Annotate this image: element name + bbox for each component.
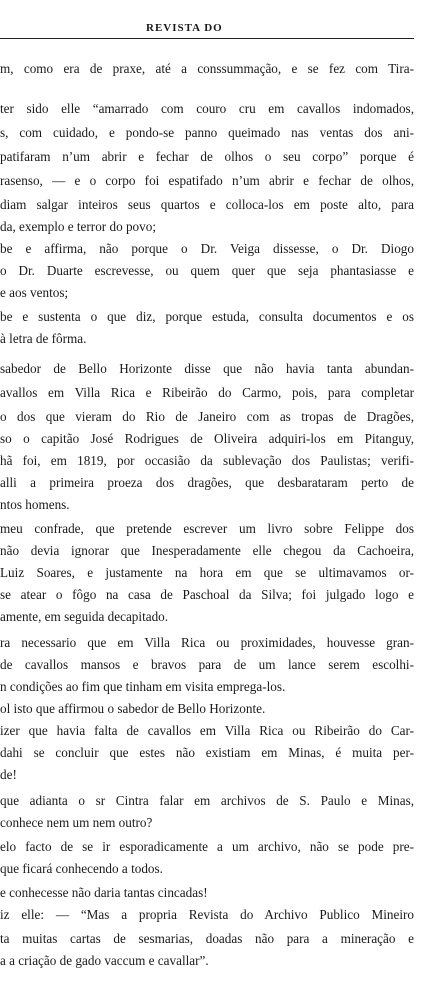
text-line: patifaram n’um abrir e fechar de olhos o seu corpo” porque é	[0, 149, 414, 164]
text-line: meu confrade, que pretende escrever um livro sobre Felippe dos	[0, 521, 414, 536]
text-line: de!	[0, 767, 17, 782]
text-line: m, como era de praxe, até a conssummação, e se fez com Tira-	[0, 61, 414, 76]
text-line: a a criação de gado vaccum e cavallar”.	[0, 953, 209, 968]
text-line: não devia ignorar que Inesperadamente elle chegou da Cachoeira,	[0, 543, 414, 558]
text-line: amente, em seguida decapitado.	[0, 609, 169, 624]
text-line: s, com cuidado, e pondo-se panno queimado nas ventas dos ani-	[0, 125, 414, 140]
text-line: ol isto que affirmou o sabedor de Bello Horizonte.	[0, 701, 266, 716]
text-line: se atear o fôgo na casa de Paschoal da Silva; foi julgado logo e	[0, 587, 414, 602]
text-line: be e affirma, não porque o Dr. Veiga dissesse, o Dr. Diogo	[0, 241, 414, 256]
text-line: alli a primeira proeza dos dragões, que desbarataram perto de	[0, 475, 414, 490]
text-line: diam salgar inteiros seus quartos e colloca-los em poste alto, para	[0, 197, 414, 212]
text-line: conhece nem um nem outro?	[0, 815, 153, 830]
text-line: iz elle: — “Mas a propria Revista do Archivo Publico Mineiro	[0, 907, 414, 922]
running-header: REVISTA DO	[146, 22, 223, 34]
text-line: be e sustenta o que diz, porque estuda, consulta documentos e os	[0, 309, 414, 324]
text-line: rasenso, — e o corpo foi espatifado n’um abrir e fechar de olhos,	[0, 173, 414, 188]
text-line: o Dr. Duarte escrevesse, ou quem quer que seja phantasiasse e	[0, 263, 414, 278]
text-line: izer que havia falta de cavallos em Villa Rica ou Ribeirão do Car-	[0, 723, 414, 738]
text-line: ra necessario que em Villa Rica ou proximidades, houvesse gran-	[0, 635, 414, 650]
text-line: so o capitão José Rodrigues de Oliveira adquiri-los em Pitanguy,	[0, 431, 414, 446]
text-line: ta muitas cartas de sesmarias, doadas não para a mineração e	[0, 931, 414, 946]
text-line: dahi se concluir que estes não existiam em Minas, é muita per-	[0, 745, 414, 760]
text-line: avallos em Villa Rica e Ribeirão do Carmo, pois, para completar	[0, 385, 414, 400]
text-line: n condições ao fim que tinham em visita emprega-los.	[0, 679, 286, 694]
text-line: ter sido elle “amarrado com couro cru em cavallos indomados,	[0, 101, 414, 116]
text-line: à letra de fôrma.	[0, 331, 87, 346]
text-line: e aos ventos;	[0, 285, 69, 300]
text-line: sabedor de Bello Horizonte disse que não havia tanta abundan-	[0, 361, 414, 376]
text-line: Luiz Soares, e justamente na hora em que se ultimavamos or-	[0, 565, 414, 580]
text-line: que ficará conhecendo a todos.	[0, 861, 163, 876]
text-line: o dos que vieram do Rio de Janeiro com as tropas de Dragões,	[0, 409, 414, 424]
text-line: elo facto de se ir esporadicamente a um archivo, não se pode pre-	[0, 839, 414, 854]
text-line: ntos homens.	[0, 497, 70, 512]
text-line: hã foi, em 1819, por occasião da sublevação dos Paulistas; verifi-	[0, 453, 414, 468]
text-line: da, exemplo e terror do povo;	[0, 219, 157, 234]
text-line: e conhecesse não daria tantas cincadas!	[0, 885, 208, 900]
text-line: de cavallos mansos e bravos para de um lance serem escolhi-	[0, 657, 414, 672]
text-line: que adianta o sr Cintra falar em archivos de S. Paulo e Minas,	[0, 793, 414, 808]
header-rule	[0, 38, 414, 39]
